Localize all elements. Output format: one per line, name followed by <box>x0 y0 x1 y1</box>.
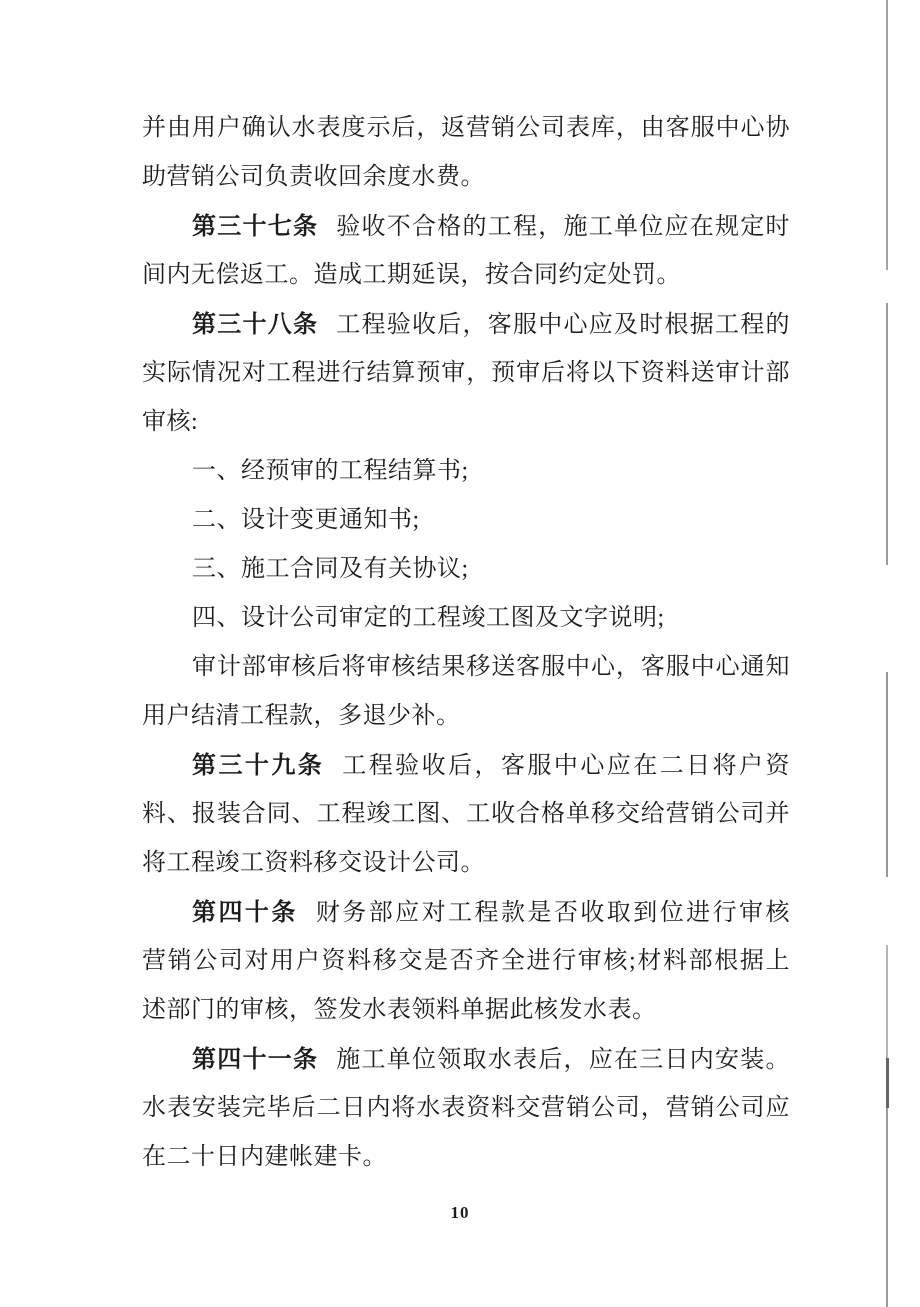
list-item-2 <box>142 496 790 545</box>
text-line-article-40 <box>142 888 790 937</box>
text-line-article-37 <box>142 202 790 251</box>
line-text: 助营销公司负责收回余度水费。 <box>142 164 485 190</box>
text-line-article-38 <box>142 300 790 349</box>
text-line <box>142 251 790 300</box>
text-line <box>142 349 790 398</box>
line-text: 工程验收后，客服中心应在二日将户资 <box>342 753 791 779</box>
scan-artifact-line <box>886 945 888 1058</box>
line-text: 一、经预审的工程结算书; <box>192 458 469 484</box>
text-line <box>142 1084 790 1133</box>
line-text: 审核: <box>142 409 199 435</box>
page-body <box>142 104 790 1182</box>
scan-artifact-line <box>886 1058 889 1108</box>
article-heading: 第三十九条 <box>192 752 325 779</box>
scan-artifact-line <box>886 672 888 877</box>
text-line <box>142 986 790 1035</box>
line-text: 料、报装合同、工程竣工图、工收合格单移交给营销公司并 <box>142 801 790 827</box>
line-text: 施工单位领取水表后，应在三日内安装。 <box>336 1047 790 1073</box>
article-heading: 第三十八条 <box>192 311 319 338</box>
text-line <box>142 153 790 202</box>
text-line-article-41 <box>142 1035 790 1084</box>
line-text: 述部门的审核，签发水表领料单据此核发水表。 <box>142 997 657 1023</box>
line-text: 将工程竣工资料移交设计公司。 <box>142 850 485 876</box>
line-text: 并由用户确认水表度示后，返营销公司表库，由客服中心协 <box>142 115 790 141</box>
page-number: 10 <box>450 1203 470 1222</box>
text-line <box>142 104 790 153</box>
article-heading: 第四十一条 <box>192 1046 319 1073</box>
line-text: 工程验收后，客服中心应及时根据工程的 <box>336 312 790 338</box>
text-line <box>142 692 790 741</box>
line-text: 四、设计公司审定的工程竣工图及文字说明; <box>192 605 665 631</box>
line-text: 用户结清工程款，多退少补。 <box>142 703 461 729</box>
text-line <box>142 937 790 986</box>
scan-artifact-line <box>886 0 888 270</box>
scan-artifact-line <box>886 303 888 565</box>
list-item-4 <box>142 594 790 643</box>
text-line <box>142 1133 790 1182</box>
text-line <box>142 839 790 888</box>
line-text: 间内无偿返工。造成工期延误，按合同约定处罚。 <box>142 262 681 288</box>
scan-artifact-line <box>886 1108 888 1307</box>
line-text: 水表安装完毕后二日内将水表资料交营销公司，营销公司应 <box>142 1095 790 1121</box>
text-line <box>142 398 790 447</box>
line-text: 三、施工合同及有关协议; <box>192 556 469 582</box>
list-item-1 <box>142 447 790 496</box>
text-line-article-39 <box>142 741 790 790</box>
text-line <box>142 790 790 839</box>
article-heading: 第三十七条 <box>192 213 319 240</box>
line-text: 在二十日内建帐建卡。 <box>142 1144 387 1170</box>
line-text: 财务部应对工程款是否收取到位进行审核 <box>315 900 791 926</box>
line-text: 二、设计变更通知书; <box>192 507 420 533</box>
list-item-3 <box>142 545 790 594</box>
line-text: 实际情况对工程进行结算预审，预审后将以下资料送审计部 <box>142 360 790 386</box>
line-text: 验收不合格的工程，施工单位应在规定时 <box>336 214 790 240</box>
text-line <box>142 643 790 692</box>
article-heading: 第四十条 <box>192 899 298 926</box>
line-text: 营销公司对用户资料移交是否齐全进行审核;材料部根据上 <box>142 948 790 974</box>
line-text: 审计部审核后将审核结果移送客服中心，客服中心通知 <box>192 654 790 680</box>
